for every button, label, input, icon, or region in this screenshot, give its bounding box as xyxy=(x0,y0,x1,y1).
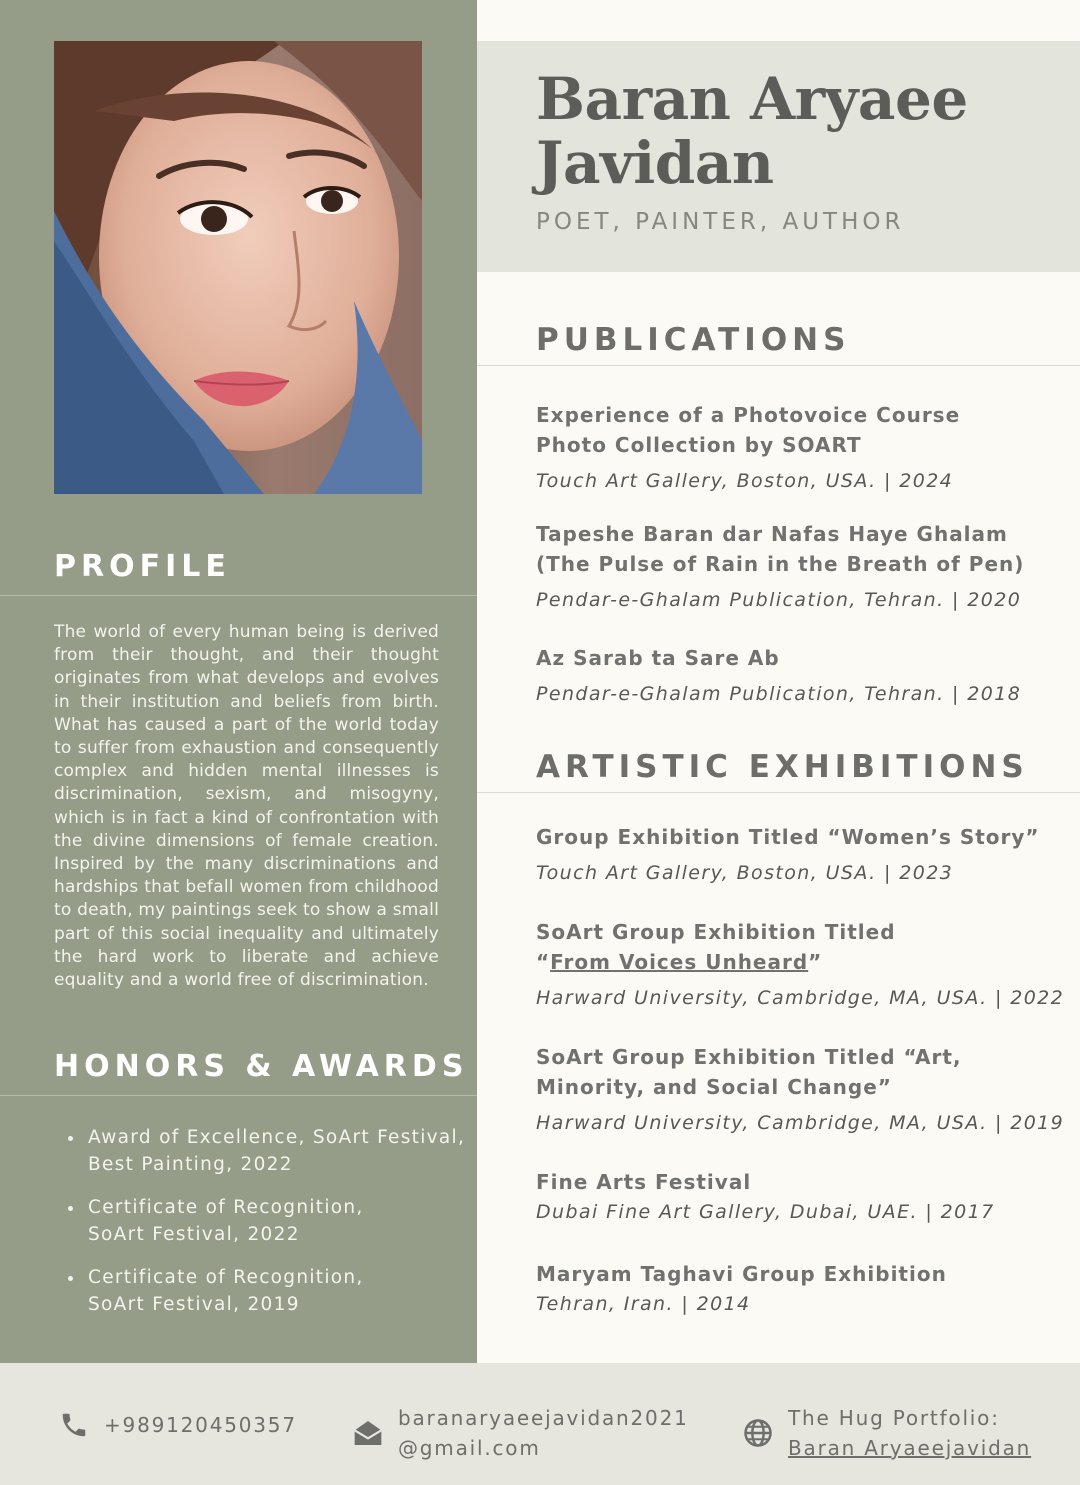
quote-open: “ xyxy=(536,950,551,974)
profile-heading: PROFILE xyxy=(54,549,231,584)
profile-photo xyxy=(54,41,422,494)
exhibitions-heading: ARTISTIC EXHIBITIONS xyxy=(536,749,1029,785)
exhibition-title: Fine Arts Festival xyxy=(536,1170,752,1194)
portfolio-link[interactable]: Baran Aryaeejavidan xyxy=(788,1436,1032,1460)
globe-icon xyxy=(742,1417,774,1449)
publication-title xyxy=(536,400,1066,460)
publication-detail: Touch Art Gallery, Boston, USA. | 2024 xyxy=(536,470,954,492)
profile-text: The world of every human being is derived from their thought, and their thought originates from what develops and evolves in their institution and beliefs from birth. What has caused a part of the world today to suffer from exhaustion and consequently complex and hidden mental illnesses is discrimination, sexism, and misogyny, which is in fact a kind of confrontation with the divine dimensions of female creation. Inspired by the many discriminations and hardships that befall women from childhood to death, my paintings seek to show a small part of this social inequality and ultimately the hard work to liberate and achieve equality and a world free of discrimination. xyxy=(54,622,439,991)
exhibition-detail: Harward University, Cambridge, MA, USA. | 2022 xyxy=(536,987,1065,1009)
publication-item xyxy=(536,400,1066,494)
quote-close: ” xyxy=(808,950,823,974)
phone-number: +989120450357 xyxy=(104,1413,297,1437)
name-header xyxy=(477,41,1080,272)
portrait-image xyxy=(54,41,422,494)
portfolio-label: The Hug Portfolio: xyxy=(788,1406,1000,1430)
publication-title-line1: Tapeshe Baran dar Nafas Haye Ghalam xyxy=(536,522,1008,546)
publication-title-line2: Photo Collection by SOART xyxy=(536,433,862,457)
publication-detail: Pendar-e-Ghalam Publication, Tehran. | 2018 xyxy=(536,683,1022,705)
award-item xyxy=(66,1264,471,1318)
exhibition-title-line1: SoArt Group Exhibition Titled “Art, xyxy=(536,1045,962,1069)
publication-title xyxy=(536,519,1066,579)
exhibition-detail: Tehran, Iran. | 2014 xyxy=(536,1293,751,1315)
exhibition-item xyxy=(536,1042,1066,1136)
email-line1: baranaryaeejavidan2021 xyxy=(398,1406,689,1430)
exhibitions-divider xyxy=(477,792,1080,793)
exhibition-link[interactable]: From Voices Unheard xyxy=(550,950,809,974)
publication-item xyxy=(536,519,1066,613)
envelope-icon xyxy=(352,1417,384,1449)
exhibition-title: Group Exhibition Titled “Women’s Story” xyxy=(536,825,1040,849)
awards-list xyxy=(66,1124,471,1334)
email-line2: @gmail.com xyxy=(398,1436,541,1460)
sidebar xyxy=(0,0,477,1363)
exhibition-detail: Dubai Fine Art Gallery, Dubai, UAE. | 2017 xyxy=(536,1201,995,1223)
award-line2: SoArt Festival, 2022 xyxy=(88,1224,300,1245)
exhibition-item xyxy=(536,917,1066,1011)
honors-heading: HONORS & AWARDS xyxy=(54,1049,469,1084)
phone-icon xyxy=(58,1409,90,1441)
award-item xyxy=(66,1194,471,1248)
person-name: Baran Aryaee Javidan xyxy=(536,65,968,197)
publications-heading: PUBLICATIONS xyxy=(536,322,851,358)
publications-divider xyxy=(477,365,1080,366)
exhibition-item xyxy=(536,1259,1066,1317)
award-item xyxy=(66,1124,471,1178)
award-line1: Certificate of Recognition, xyxy=(88,1197,364,1218)
publication-title-line2: (The Pulse of Rain in the Breath of Pen) xyxy=(536,552,1025,576)
publication-title: Az Sarab ta Sare Ab xyxy=(536,646,780,670)
exhibition-title xyxy=(536,917,1066,977)
email-contact[interactable] xyxy=(352,1403,689,1463)
exhibition-detail: Harward University, Cambridge, MA, USA. | 2019 xyxy=(536,1112,1065,1134)
publication-detail: Pendar-e-Ghalam Publication, Tehran. | 2020 xyxy=(536,589,1022,611)
publication-title-line1: Experience of a Photovoice Course xyxy=(536,403,961,427)
portfolio-text xyxy=(788,1403,1031,1463)
award-line2: SoArt Festival, 2019 xyxy=(88,1294,300,1315)
exhibition-title: Maryam Taghavi Group Exhibition xyxy=(536,1262,947,1286)
award-line2: Best Painting, 2022 xyxy=(88,1154,293,1175)
exhibition-title-line1: SoArt Group Exhibition Titled xyxy=(536,920,896,944)
exhibition-detail: Touch Art Gallery, Boston, USA. | 2023 xyxy=(536,862,954,884)
contact-footer xyxy=(0,1363,1080,1485)
profile-divider xyxy=(0,595,477,596)
email-address xyxy=(398,1403,689,1463)
publication-item xyxy=(536,643,1066,707)
exhibition-item xyxy=(536,822,1066,886)
portfolio-contact xyxy=(742,1403,1031,1463)
phone-contact[interactable] xyxy=(58,1409,297,1441)
honors-divider xyxy=(0,1095,477,1096)
award-line1: Award of Excellence, SoArt Festival, xyxy=(88,1127,466,1148)
person-subtitle: POET, PAINTER, AUTHOR xyxy=(536,209,905,235)
exhibition-title xyxy=(536,1042,1066,1102)
exhibition-item xyxy=(536,1167,1066,1225)
award-line1: Certificate of Recognition, xyxy=(88,1267,364,1288)
exhibition-title-line2: Minority, and Social Change” xyxy=(536,1075,892,1099)
